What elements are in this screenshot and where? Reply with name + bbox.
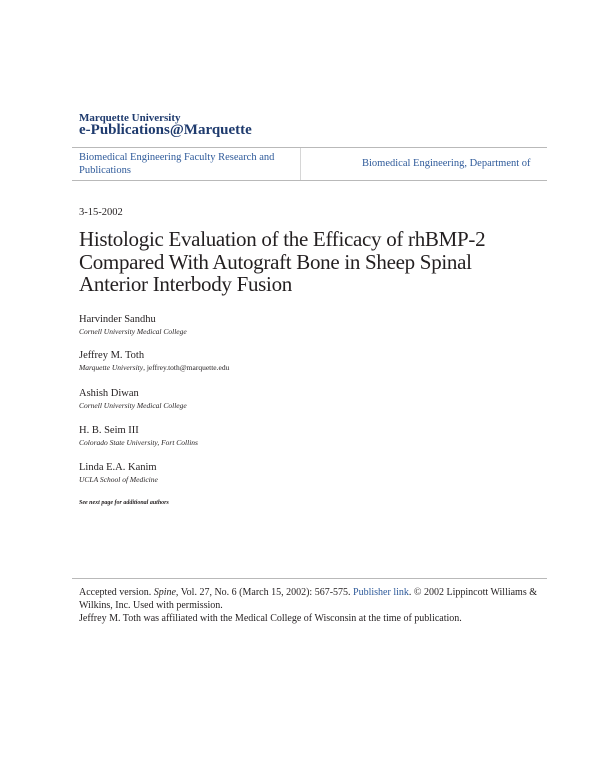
author-affiliation: UCLA School of Medicine xyxy=(79,475,158,484)
copyright-text: . © 2002 Lippincott Williams & Wilkins, Inc. Used with permission. xyxy=(79,587,538,611)
publisher-link[interactable]: Publisher link xyxy=(353,587,409,598)
affiliation-note: Jeffrey M. Toth was affiliated with the Medical College of Wisconsin at the time of publication. xyxy=(79,613,462,624)
citation-text: , Vol. 27, No. 6 (March 15, 2002): 567-575. xyxy=(175,587,351,598)
author-affiliation: Cornell University Medical College xyxy=(79,401,187,410)
author-name[interactable]: H. B. Seim III xyxy=(79,425,139,436)
copyright-notice xyxy=(79,586,539,625)
author-email: , jeffrey.toth@marquette.edu xyxy=(143,363,230,372)
author-block xyxy=(79,388,187,410)
author-affiliation-line xyxy=(79,363,229,372)
accepted-version-label: Accepted version. xyxy=(79,587,152,598)
repository-name[interactable]: e-Publications@Marquette xyxy=(79,122,252,138)
header-top-rule xyxy=(72,147,547,148)
author-name[interactable]: Ashish Diwan xyxy=(79,388,139,399)
university-name: Marquette University xyxy=(79,112,181,124)
author-affiliation: Cornell University Medical College xyxy=(79,327,187,336)
collection-divider xyxy=(300,148,301,180)
author-block xyxy=(79,314,187,336)
header-bottom-rule xyxy=(72,180,547,181)
author-block xyxy=(79,425,198,447)
publication-date: 3-15-2002 xyxy=(79,207,123,218)
author-affiliation: Marquette University xyxy=(79,363,144,372)
article-title: Histologic Evaluation of the Efficacy of rhBMP-2 Compared With Autograft Bone in Sheep Spinal Anterior Interbody Fusion xyxy=(79,227,486,296)
see-next-page-note: See next page for additional authors xyxy=(79,500,169,506)
author-name[interactable]: Harvinder Sandhu xyxy=(79,314,156,325)
notice-rule xyxy=(72,578,547,579)
author-block xyxy=(79,462,158,484)
author-affiliation: Colorado State University, Fort Collins xyxy=(79,438,198,447)
author-block xyxy=(79,350,229,372)
collection-link-right[interactable]: Biomedical Engineering, Department of xyxy=(362,158,531,169)
journal-name: Spine xyxy=(153,587,176,598)
author-name[interactable]: Jeffrey M. Toth xyxy=(79,350,145,361)
author-name[interactable]: Linda E.A. Kanim xyxy=(79,462,157,473)
collection-link-left[interactable]: Biomedical Engineering Faculty Research and Publications xyxy=(79,152,275,176)
